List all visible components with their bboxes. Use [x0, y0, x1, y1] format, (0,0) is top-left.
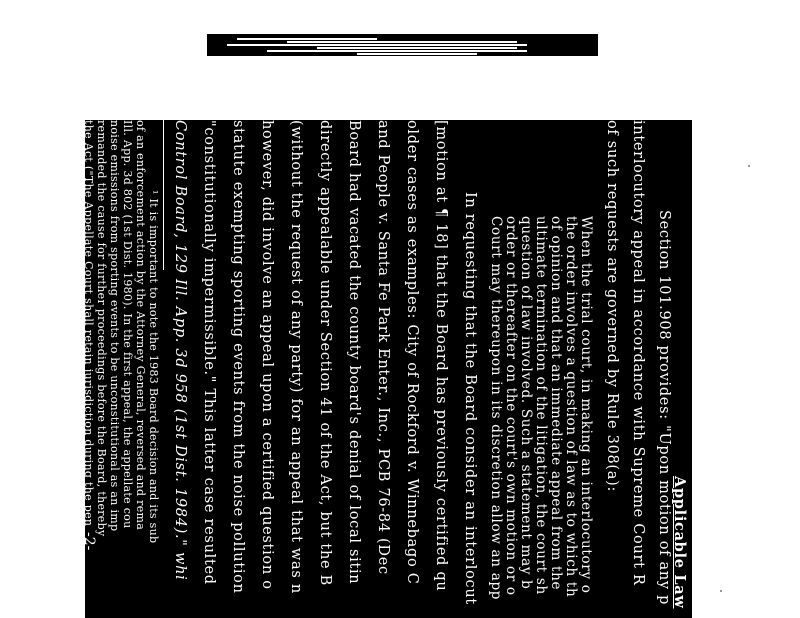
- text-line: "constitutionally impermissible." This latter case resulted: [201, 120, 217, 585]
- rotated-document-text: [82, 120, 692, 618]
- footnote-line: Ill. App. 3d 802 (1st Dist. 1980). In the first appeal, the appellate cou: [121, 120, 134, 529]
- text-line: Court may thereupon in its discretion allow an app: [488, 216, 504, 601]
- footnote-line: remanded the cause for further proceedings before the Board, thereby: [95, 120, 108, 537]
- footnote-rule: [163, 120, 164, 270]
- text-line: interlocutory appeal in accordance with Supreme Court R: [630, 120, 646, 586]
- text-line: ultimate termination of the litigation, the court sh: [533, 216, 549, 595]
- text-line: In requesting that the Board consider an interlocut: [462, 192, 478, 605]
- scanned-page: [82, 120, 692, 618]
- redaction-streak: [227, 44, 527, 46]
- text-line: Section 101.908 provides: "Upon motion of any p: [656, 210, 672, 606]
- text-line: of such requests are governed by Rule 308(a):: [604, 120, 620, 493]
- text-line: order or thereafter on the court's own motion or o: [503, 216, 519, 596]
- scan-speck: [748, 165, 750, 167]
- text-line: question of law involved. Such a statement may b: [518, 216, 534, 590]
- text-line: When the trial court, in making an interlocutory o: [578, 216, 594, 594]
- redaction-streak: [357, 53, 477, 55]
- text-line: statute exempting sporting events from the noise pollution: [230, 120, 246, 594]
- redaction-streak: [287, 41, 517, 43]
- text-line: however, did involve an appeal upon a certified question o: [259, 120, 275, 590]
- text-line: and People v. Santa Fe Park Enter., Inc., PCB 76-84 (Dec: [375, 120, 391, 575]
- redacted-header-bar: [207, 34, 598, 56]
- text-line: [motion at ¶ 18] that the Board has previously certified qu: [433, 120, 449, 592]
- text-line: of opinion and that an immediate appeal from the: [548, 216, 564, 591]
- redaction-streak: [317, 47, 517, 49]
- text-line: Control Board, 129 Ill. App. 3d 958 (1st Dist. 1984)." whi: [172, 120, 188, 581]
- footnote-line: of an enforcement action by the Attorney General, reversed and rema: [134, 120, 147, 531]
- text-line: Board had vacated the county board's denial of local sitin: [346, 120, 362, 585]
- text-line: (without the request of any party) for an appeal that was n: [288, 120, 304, 594]
- text-line: older cases as examples: City of Rockford v. Winnebago C: [404, 120, 420, 585]
- text-line: the order involves a question of law as to which th: [563, 216, 579, 598]
- text-line: directly appealable under Section 41 of the Act, but the B: [317, 120, 333, 586]
- page-number: -2-: [81, 532, 97, 551]
- section-heading: Applicable Law: [671, 476, 688, 609]
- footnote-line: the Act ("The Appellate Court shall retain jurisdiction during the pen: [82, 120, 95, 527]
- footnote-line: ¹ It is important to note the 1983 Board decision and its sub: [147, 190, 160, 544]
- redaction-streak: [237, 38, 377, 40]
- scan-speck: [720, 590, 722, 592]
- redaction-streak: [267, 50, 527, 52]
- footnote-line: noise emissions from sporting events to be unconstitutional as an imp: [108, 120, 121, 532]
